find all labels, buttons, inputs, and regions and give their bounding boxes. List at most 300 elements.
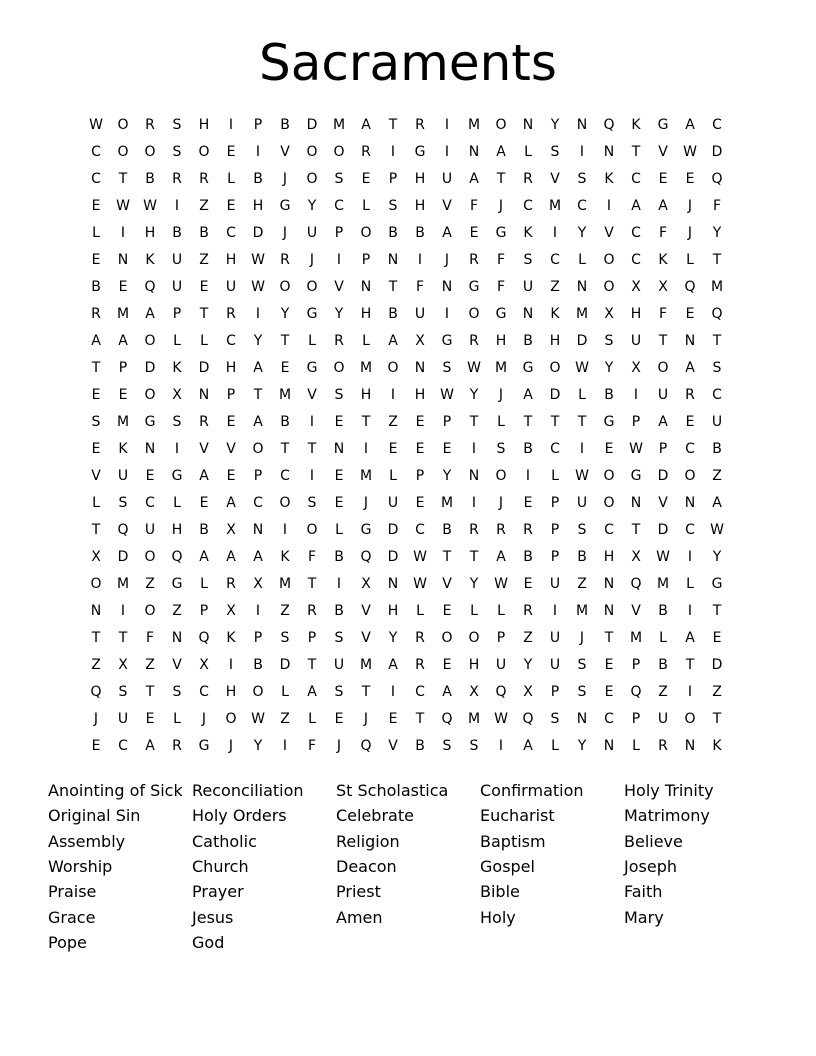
word-list-item: Reconciliation: [192, 781, 304, 800]
grid-letter: P: [550, 522, 560, 538]
grid-letter: Z: [145, 576, 155, 592]
grid-letter: L: [551, 468, 559, 484]
grid-letter: D: [711, 657, 723, 673]
grid-letter: E: [118, 279, 128, 295]
grid-letter: T: [280, 333, 290, 349]
grid-letter: C: [226, 225, 236, 241]
grid-letter: R: [523, 522, 533, 538]
grid-letter: L: [470, 603, 478, 619]
grid-letter: X: [253, 576, 263, 592]
grid-letter: N: [684, 495, 696, 511]
grid-letter: U: [441, 171, 453, 187]
grid-letter: R: [685, 387, 695, 403]
grid-letter: G: [603, 414, 615, 430]
grid-letter: O: [90, 576, 102, 592]
grid-letter: E: [604, 684, 614, 700]
grid-letter: P: [253, 117, 263, 133]
puzzle-title: Sacraments: [259, 34, 557, 92]
grid-letter: Z: [199, 252, 209, 268]
grid-letter: I: [120, 603, 126, 619]
grid-letter: V: [442, 198, 452, 214]
grid-letter: L: [524, 144, 532, 160]
grid-letter: I: [228, 657, 234, 673]
grid-letter: M: [656, 576, 670, 592]
grid-letter: Q: [711, 171, 723, 187]
grid-letter: J: [228, 738, 234, 754]
grid-letter: E: [145, 711, 155, 727]
grid-letter: M: [467, 711, 481, 727]
grid-letter: S: [604, 333, 614, 349]
word-list-item: Deacon: [336, 857, 397, 876]
grid-letter: K: [118, 441, 128, 457]
grid-letter: A: [685, 117, 695, 133]
grid-letter: B: [523, 333, 533, 349]
grid-letter: A: [226, 549, 236, 565]
grid-letter: L: [308, 333, 316, 349]
word-list: [48, 778, 788, 958]
grid-letter: E: [604, 441, 614, 457]
grid-letter: Y: [577, 738, 587, 754]
grid-letter: R: [172, 738, 182, 754]
grid-letter: R: [226, 306, 236, 322]
grid-letter: G: [198, 738, 210, 754]
grid-letter: D: [711, 144, 723, 160]
grid-row: [84, 247, 732, 274]
grid-letter: N: [171, 630, 183, 646]
grid-letter: A: [658, 198, 668, 214]
grid-letter: N: [441, 279, 453, 295]
grid-letter: B: [523, 549, 533, 565]
grid-letter: C: [226, 333, 236, 349]
grid-letter: Q: [522, 711, 534, 727]
grid-letter: L: [497, 603, 505, 619]
grid-letter: J: [363, 711, 369, 727]
grid-letter: I: [687, 684, 693, 700]
grid-letter: R: [280, 252, 290, 268]
grid-letter: X: [91, 549, 101, 565]
grid-letter: L: [227, 171, 235, 187]
grid-letter: N: [603, 603, 615, 619]
grid-row: [84, 301, 732, 328]
grid-letter: E: [523, 576, 533, 592]
grid-letter: G: [711, 576, 723, 592]
grid-letter: Y: [523, 657, 533, 673]
grid-letter: O: [495, 117, 507, 133]
grid-letter: H: [495, 333, 507, 349]
grid-letter: Q: [630, 684, 642, 700]
grid-letter: N: [414, 360, 426, 376]
grid-letter: O: [117, 117, 129, 133]
grid-letter: W: [710, 522, 724, 538]
grid-letter: S: [388, 198, 398, 214]
grid-letter: Q: [495, 684, 507, 700]
grid-row: [84, 436, 732, 463]
grid-letter: E: [334, 495, 344, 511]
grid-letter: A: [253, 360, 263, 376]
grid-letter: Q: [711, 306, 723, 322]
grid-letter: E: [91, 198, 101, 214]
grid-letter: I: [390, 387, 396, 403]
grid-letter: D: [387, 522, 399, 538]
grid-letter: S: [442, 738, 452, 754]
grid-letter: N: [252, 522, 264, 538]
grid-letter: P: [442, 414, 452, 430]
grid-letter: B: [415, 738, 425, 754]
grid-letter: B: [442, 522, 452, 538]
grid-letter: W: [251, 279, 265, 295]
grid-letter: S: [712, 360, 722, 376]
grid-letter: L: [173, 711, 181, 727]
grid-letter: S: [118, 684, 128, 700]
grid-letter: D: [549, 387, 561, 403]
word-list-item: Priest: [336, 882, 381, 901]
grid-letter: L: [632, 738, 640, 754]
grid-letter: T: [631, 522, 641, 538]
grid-letter: P: [253, 630, 263, 646]
word-list-item: Grace: [48, 908, 96, 927]
grid-letter: B: [199, 225, 209, 241]
grid-letter: N: [684, 738, 696, 754]
grid-letter: O: [603, 468, 615, 484]
grid-letter: A: [496, 549, 506, 565]
grid-letter: L: [335, 522, 343, 538]
grid-letter: E: [685, 306, 695, 322]
grid-letter: G: [171, 468, 183, 484]
grid-letter: T: [307, 657, 317, 673]
grid-letter: N: [522, 117, 534, 133]
grid-letter: Z: [172, 603, 182, 619]
grid-letter: E: [91, 738, 101, 754]
grid-letter: X: [118, 657, 128, 673]
grid-row: [84, 193, 732, 220]
grid-letter: V: [550, 171, 560, 187]
grid-letter: H: [198, 117, 210, 133]
grid-letter: W: [575, 360, 589, 376]
grid-letter: E: [145, 468, 155, 484]
grid-letter: X: [361, 576, 371, 592]
grid-letter: P: [253, 468, 263, 484]
grid-letter: I: [579, 441, 585, 457]
grid-letter: L: [173, 495, 181, 511]
grid-letter: O: [387, 360, 399, 376]
grid-letter: E: [658, 171, 668, 187]
grid-letter: E: [91, 441, 101, 457]
grid-letter: S: [496, 441, 506, 457]
grid-letter: P: [118, 360, 128, 376]
grid-letter: E: [226, 468, 236, 484]
grid-letter: L: [497, 414, 505, 430]
grid-letter: L: [578, 387, 586, 403]
grid-letter: D: [657, 522, 669, 538]
grid-letter: W: [251, 711, 265, 727]
grid-letter: E: [442, 603, 452, 619]
grid-letter: M: [278, 576, 292, 592]
grid-letter: O: [657, 360, 669, 376]
grid-letter: D: [117, 549, 129, 565]
grid-row: [84, 382, 732, 409]
grid-letter: K: [604, 171, 614, 187]
grid-letter: C: [253, 495, 263, 511]
grid-letter: C: [631, 225, 641, 241]
word-list-item: Holy Trinity: [624, 781, 714, 800]
grid-letter: M: [467, 117, 481, 133]
grid-row: [84, 220, 732, 247]
grid-letter: O: [117, 144, 129, 160]
grid-letter: O: [252, 441, 264, 457]
grid-letter: S: [469, 738, 479, 754]
grid-letter: X: [469, 684, 479, 700]
grid-letter: L: [281, 684, 289, 700]
grid-letter: O: [144, 549, 156, 565]
grid-letter: T: [712, 333, 722, 349]
grid-letter: E: [442, 657, 452, 673]
grid-letter: Y: [253, 333, 263, 349]
grid-letter: Y: [334, 306, 344, 322]
grid-letter: P: [550, 549, 560, 565]
grid-letter: U: [711, 414, 723, 430]
word-list-item: Holy: [480, 908, 516, 927]
grid-letter: Y: [280, 306, 290, 322]
grid-letter: M: [332, 117, 346, 133]
grid-letter: C: [577, 198, 587, 214]
grid-letter: N: [90, 603, 102, 619]
grid-letter: C: [631, 252, 641, 268]
grid-letter: C: [145, 495, 155, 511]
grid-letter: A: [388, 657, 398, 673]
grid-letter: T: [415, 711, 425, 727]
grid-letter: T: [91, 360, 101, 376]
grid-letter: E: [523, 495, 533, 511]
grid-letter: M: [440, 495, 454, 511]
grid-letter: X: [631, 549, 641, 565]
grid-letter: Y: [253, 738, 263, 754]
grid-letter: K: [550, 306, 560, 322]
grid-letter: X: [658, 279, 668, 295]
grid-letter: T: [307, 441, 317, 457]
grid-letter: R: [91, 306, 101, 322]
grid-letter: Z: [388, 414, 398, 430]
grid-letter: S: [334, 684, 344, 700]
grid-row: [84, 139, 732, 166]
grid-letter: R: [199, 171, 209, 187]
grid-letter: O: [225, 711, 237, 727]
grid-letter: X: [604, 306, 614, 322]
grid-letter: E: [226, 198, 236, 214]
grid-letter: I: [444, 117, 450, 133]
grid-letter: I: [390, 684, 396, 700]
grid-letter: B: [658, 657, 668, 673]
grid-letter: A: [199, 549, 209, 565]
grid-letter: G: [171, 576, 183, 592]
grid-letter: E: [442, 441, 452, 457]
grid-letter: V: [280, 144, 290, 160]
grid-letter: Z: [280, 711, 290, 727]
grid-letter: P: [658, 441, 668, 457]
grid-letter: M: [575, 306, 589, 322]
grid-letter: T: [712, 711, 722, 727]
grid-letter: H: [360, 387, 372, 403]
grid-letter: B: [172, 225, 182, 241]
grid-letter: I: [174, 198, 180, 214]
grid-letter: A: [685, 630, 695, 646]
grid-letter: S: [523, 252, 533, 268]
grid-letter: V: [199, 441, 209, 457]
grid-letter: H: [468, 657, 480, 673]
grid-letter: J: [336, 738, 342, 754]
grid-letter: H: [225, 360, 237, 376]
grid-letter: A: [145, 738, 155, 754]
grid-letter: K: [226, 630, 236, 646]
grid-letter: E: [199, 495, 209, 511]
grid-letter: U: [549, 630, 561, 646]
grid-letter: E: [415, 414, 425, 430]
grid-row: [84, 274, 732, 301]
grid-letter: U: [117, 711, 129, 727]
grid-letter: D: [144, 360, 156, 376]
grid-letter: B: [577, 549, 587, 565]
grid-letter: H: [414, 171, 426, 187]
grid-letter: J: [93, 711, 99, 727]
grid-letter: V: [658, 495, 668, 511]
grid-letter: L: [173, 333, 181, 349]
grid-letter: A: [658, 414, 668, 430]
grid-letter: X: [415, 333, 425, 349]
grid-letter: W: [656, 549, 670, 565]
grid-letter: Y: [577, 225, 587, 241]
grid-letter: K: [631, 117, 641, 133]
grid-letter: H: [171, 522, 183, 538]
grid-letter: N: [603, 576, 615, 592]
grid-letter: J: [444, 252, 450, 268]
grid-letter: J: [363, 495, 369, 511]
grid-letter: G: [279, 198, 291, 214]
grid-letter: P: [199, 603, 209, 619]
grid-letter: Y: [712, 225, 722, 241]
grid-letter: L: [200, 333, 208, 349]
grid-letter: E: [91, 252, 101, 268]
grid-letter: E: [469, 225, 479, 241]
grid-letter: W: [413, 549, 427, 565]
grid-letter: W: [440, 387, 454, 403]
grid-letter: O: [306, 171, 318, 187]
grid-letter: S: [334, 171, 344, 187]
grid-letter: L: [389, 468, 397, 484]
grid-letter: U: [117, 468, 129, 484]
grid-letter: C: [550, 441, 560, 457]
grid-letter: I: [336, 252, 342, 268]
grid-letter: N: [360, 279, 372, 295]
grid-letter: U: [549, 657, 561, 673]
grid-letter: O: [333, 360, 345, 376]
grid-letter: O: [144, 603, 156, 619]
grid-letter: U: [306, 225, 318, 241]
grid-letter: V: [604, 225, 614, 241]
grid-letter: E: [280, 360, 290, 376]
grid-letter: G: [414, 144, 426, 160]
grid-letter: L: [659, 630, 667, 646]
grid-letter: Y: [442, 468, 452, 484]
grid-letter: V: [388, 738, 398, 754]
grid-letter: W: [683, 144, 697, 160]
grid-letter: A: [523, 387, 533, 403]
grid-letter: T: [631, 144, 641, 160]
grid-letter: K: [145, 252, 155, 268]
grid-letter: N: [630, 495, 642, 511]
grid-letter: L: [200, 576, 208, 592]
word-list-item: Eucharist: [480, 806, 555, 825]
word-list-item: Believe: [624, 832, 683, 851]
grid-letter: S: [118, 495, 128, 511]
grid-letter: B: [280, 117, 290, 133]
grid-letter: Q: [144, 279, 156, 295]
grid-letter: M: [359, 468, 373, 484]
grid-letter: Z: [280, 603, 290, 619]
grid-letter: S: [172, 117, 182, 133]
grid-letter: C: [91, 144, 101, 160]
grid-letter: E: [334, 711, 344, 727]
grid-letter: C: [685, 441, 695, 457]
grid-letter: L: [92, 495, 100, 511]
grid-letter: N: [468, 144, 480, 160]
grid-letter: Q: [441, 711, 453, 727]
grid-letter: X: [226, 522, 236, 538]
grid-row: [84, 652, 732, 679]
grid-letter: Z: [145, 657, 155, 673]
grid-letter: T: [496, 171, 506, 187]
grid-letter: U: [225, 279, 237, 295]
grid-letter: V: [658, 144, 668, 160]
grid-letter: T: [280, 441, 290, 457]
grid-row: [84, 706, 732, 733]
grid-letter: I: [255, 144, 261, 160]
grid-letter: C: [712, 387, 722, 403]
grid-letter: N: [576, 117, 588, 133]
grid-letter: E: [361, 171, 371, 187]
grid-letter: X: [631, 279, 641, 295]
grid-letter: W: [494, 576, 508, 592]
word-list-item: Worship: [48, 857, 113, 876]
grid-letter: S: [91, 414, 101, 430]
grid-letter: A: [91, 333, 101, 349]
word-list-item: Prayer: [192, 882, 244, 901]
grid-letter: I: [282, 738, 288, 754]
grid-letter: T: [118, 630, 128, 646]
grid-letter: C: [685, 522, 695, 538]
grid-letter: D: [657, 468, 669, 484]
grid-letter: I: [309, 468, 315, 484]
grid-letter: W: [116, 198, 130, 214]
grid-letter: W: [575, 468, 589, 484]
grid-letter: Z: [712, 468, 722, 484]
grid-letter: C: [604, 522, 614, 538]
grid-letter: G: [468, 279, 480, 295]
word-list-item: Baptism: [480, 832, 546, 851]
grid-row: [84, 409, 732, 436]
grid-letter: G: [522, 360, 534, 376]
grid-letter: T: [469, 414, 479, 430]
grid-letter: E: [415, 495, 425, 511]
grid-letter: V: [307, 387, 317, 403]
grid-letter: A: [388, 333, 398, 349]
grid-letter: O: [306, 144, 318, 160]
grid-letter: M: [548, 198, 562, 214]
grid-letter: T: [91, 522, 101, 538]
grid-letter: K: [658, 252, 668, 268]
grid-letter: C: [550, 252, 560, 268]
grid-letter: I: [390, 144, 396, 160]
grid-letter: A: [442, 684, 452, 700]
grid-letter: U: [171, 279, 183, 295]
